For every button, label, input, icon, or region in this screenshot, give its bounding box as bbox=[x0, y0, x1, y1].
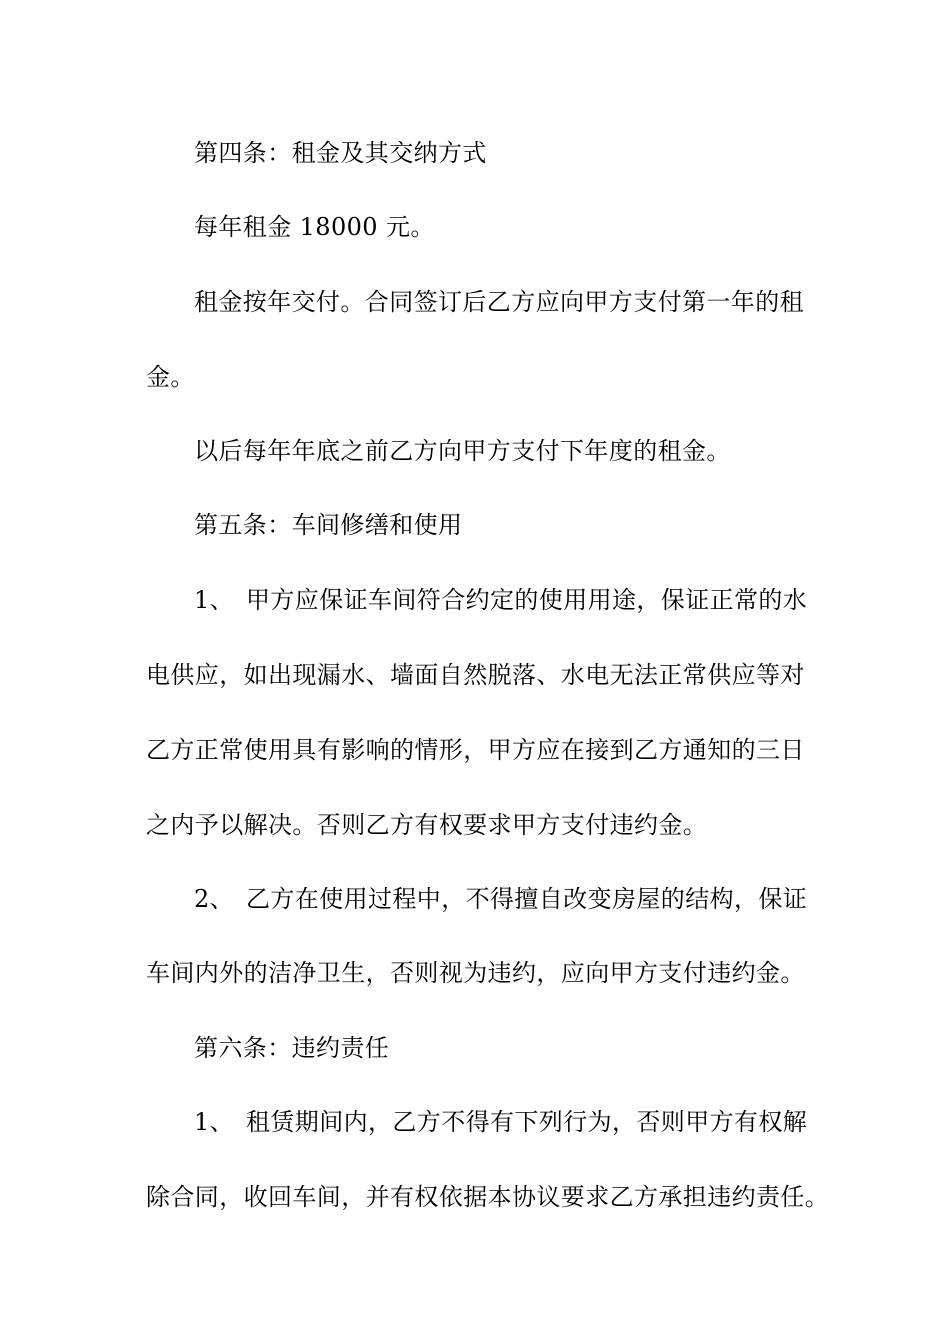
article-5-item-2-number: 2、 bbox=[194, 885, 235, 913]
article-5-item-1-line-1 bbox=[194, 585, 858, 615]
article-5-heading: 第五条：车间修缮和使用 bbox=[194, 511, 463, 539]
article-5-item-2-line-1 bbox=[194, 884, 858, 914]
article-5-item-2-text-1: 乙方在使用过程中，不得擅自改变房屋的结构，保证 bbox=[246, 885, 808, 913]
article-6-item-1-line-1 bbox=[194, 1107, 858, 1137]
article-4-rent-amount: 每年租金 18000 元。 bbox=[194, 213, 435, 241]
article-4-payment-line-2: 金。 bbox=[146, 363, 195, 391]
article-5-item-1-number: 1、 bbox=[194, 586, 235, 614]
article-5-item-1-line-3: 乙方正常使用具有影响的情形，甲方应在接到乙方通知的三日 bbox=[146, 736, 805, 764]
article-6-item-1-text-1: 租赁期间内，乙方不得有下列行为，否则甲方有权解 bbox=[246, 1108, 808, 1136]
article-5-item-1-text-1: 甲方应保证车间符合约定的使用用途，保证正常的水 bbox=[246, 586, 808, 614]
article-4-payment-line-1: 租金按年交付。合同签订后乙方应向甲方支付第一年的租 bbox=[194, 288, 804, 316]
article-5-item-1-line-2: 电供应，如出现漏水、墙面自然脱落、水电无法正常供应等对 bbox=[146, 661, 805, 689]
article-6-heading: 第六条：违约责任 bbox=[194, 1034, 390, 1062]
article-6-item-1-number: 1、 bbox=[194, 1108, 235, 1136]
article-5-item-1-line-4: 之内予以解决。否则乙方有权要求甲方支付违约金。 bbox=[146, 811, 708, 839]
article-4-annual-payment: 以后每年年底之前乙方向甲方支付下年度的租金。 bbox=[194, 437, 731, 465]
article-4-heading: 第四条：租金及其交纳方式 bbox=[194, 139, 487, 167]
article-6-item-1-line-2: 除合同，收回车间，并有权依据本协议要求乙方承担违约责任。 bbox=[146, 1183, 830, 1211]
article-5-item-2-line-2: 车间内外的洁净卫生，否则视为违约，应向甲方支付违约金。 bbox=[146, 959, 805, 987]
